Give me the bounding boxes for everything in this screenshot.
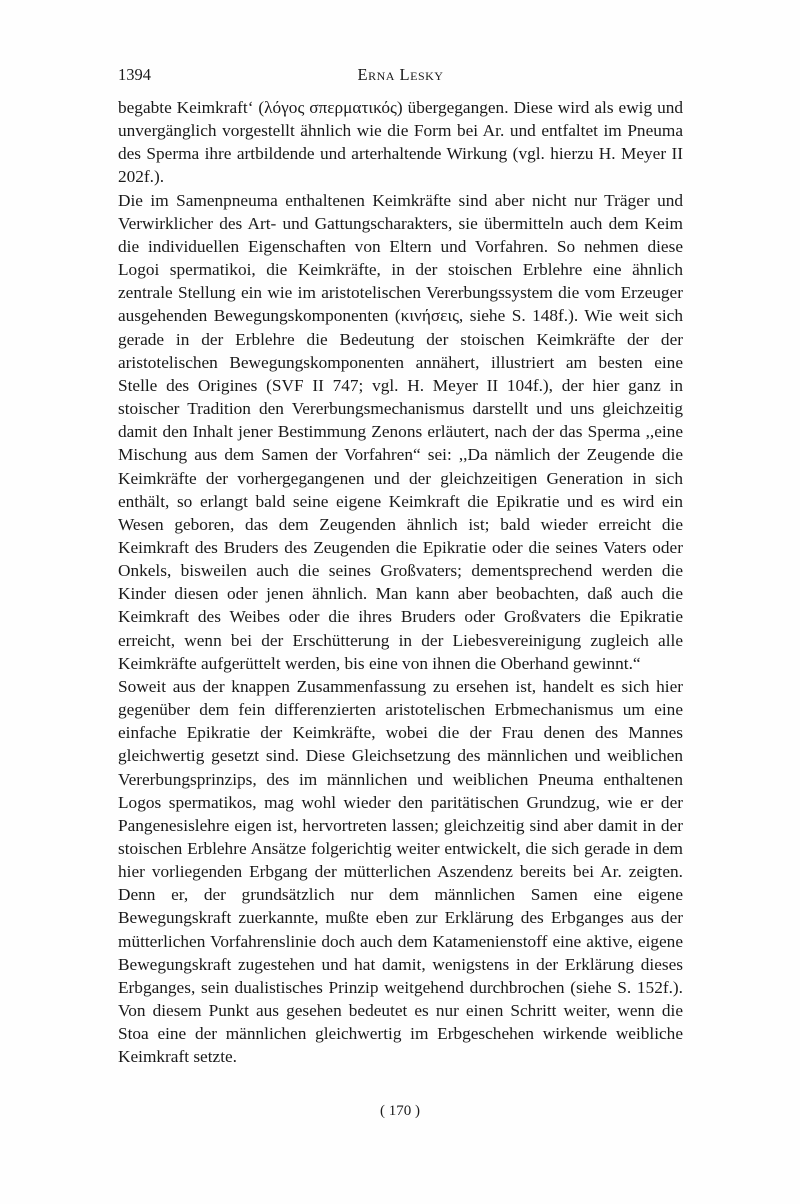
- folio-number: ( 170 ): [380, 1103, 420, 1119]
- paragraph-3: Soweit aus der knappen Zusammenfassung zu ersehen ist, handelt es sich hier gegenüber dem fein differenzierten aristotelischen Erbmechanismus um eine einfache Epikratie der Keimkräfte, wobei die der Frau denen des Mannes gleichwertig gesetzt sind. Diese Gleichsetzung des männlichen und weiblichen Vererbungsprinzips, des im männlichen und weiblichen Pneuma enthaltenen Logos spermatikos, mag wohl wieder den paritätischen Grundzug, wie er der Pangenesislehre eigen ist, hervortreten lassen; gleichzeitig sind aber damit in der stoischen Erblehre Ansätze folgerichtig weiter entwickelt, die sich gerade in dem hier vorliegenden Erbgang der mütterlichen Aszendenz bereits bei Ar. zeigten. Denn er, der grundsätzlich nur dem männlichen Samen eine eigene Bewegungskraft zuerkannte, mußte eben zur Erklärung des Erbganges aus der mütterlichen Vorfahrenslinie doch auch dem Katamenienstoff eine aktive, eigene Bewegungskraft zugestehen und hat damit, wenigstens in der Erklärung dieses Erbganges, sein dualistisches Prinzip weitgehend durchbrochen (siehe S. 152f.). Von diesem Punkt aus gesehen bedeutet es nur einen Schritt weiter, wenn die Stoa eine der männlichen gleichwertig im Erbgeschehen wirkende weibliche Keimkraft setzte.: [118, 676, 683, 1067]
- body-text: [118, 96, 683, 1069]
- running-title: Erna Lesky: [357, 65, 444, 84]
- paragraph-2: Die im Samenpneuma enthaltenen Keimkräfte sind aber nicht nur Träger und Verwirklicher des Art- und Gattungscharakters, sie übermitteln auch dem Keim die individuellen Eigenschaften von Eltern und Vorfahren. So nehmen diese Logoi spermatikoi, die Keimkräfte, in der stoischen Erblehre eine ähnlich zentrale Stellung ein wie im aristotelischen Vererbungssystem die vom Erzeuger ausgehenden Bewegungskomponenten (κινήσεις, siehe S. 148f.). Wie weit sich gerade in der Erblehre die Bedeutung der stoischen Keimkräfte der der aristotelischen Bewegungskomponenten annähert, illustriert am besten eine Stelle des Origines (SVF II 747; vgl. H. Meyer II 104f.), der hier ganz in stoischer Tradition den Vererbungsmechanismus darstellt und uns gleichzeitig damit den Inhalt jener Bestimmung Zenons erläutert, nach der das Sperma ,,eine Mischung aus dem Samen der Vorfahren“ sei: ,,Da nämlich der Zeugende die Keimkräfte der vorhergegangenen und der gleichzeitigen Generation in sich enthält, so erlangt bald seine eigene Keimkraft die Epikratie und es wird ein Wesen geboren, das dem Zeugenden ähnlich ist; bald wieder erreicht die Keimkraft des Bruders des Zeugenden die Epikratie oder die seines Vaters oder Onkels, bisweilen auch die seines Großvaters; dementsprechend werden die Kinder diesen oder jenen ähnlich. Man kann aber beobachten, daß auch die Keimkraft des Weibes oder die ihres Bruders oder Großvaters die Epikratie erreicht, wenn bei der Erschütterung in der Liebesvereinigung zugleich alle Keimkräfte aufgerüttelt werden, bis eine von ihnen die Oberhand gewinnt.“: [118, 190, 683, 673]
- page-header: [118, 65, 683, 89]
- page-number: 1394: [118, 65, 151, 84]
- paragraph-1: begabte Keimkraft‘ (λόγος σπερματικός) übergegangen. Diese wird als ewig und unvergänglich vorgestellt ähnlich wie die Form bei Ar. und entfaltet im Pneuma des Sperma ihre artbildende und arterhaltende Wirkung (vgl. hierzu H. Meyer II 202f.).: [118, 98, 683, 187]
